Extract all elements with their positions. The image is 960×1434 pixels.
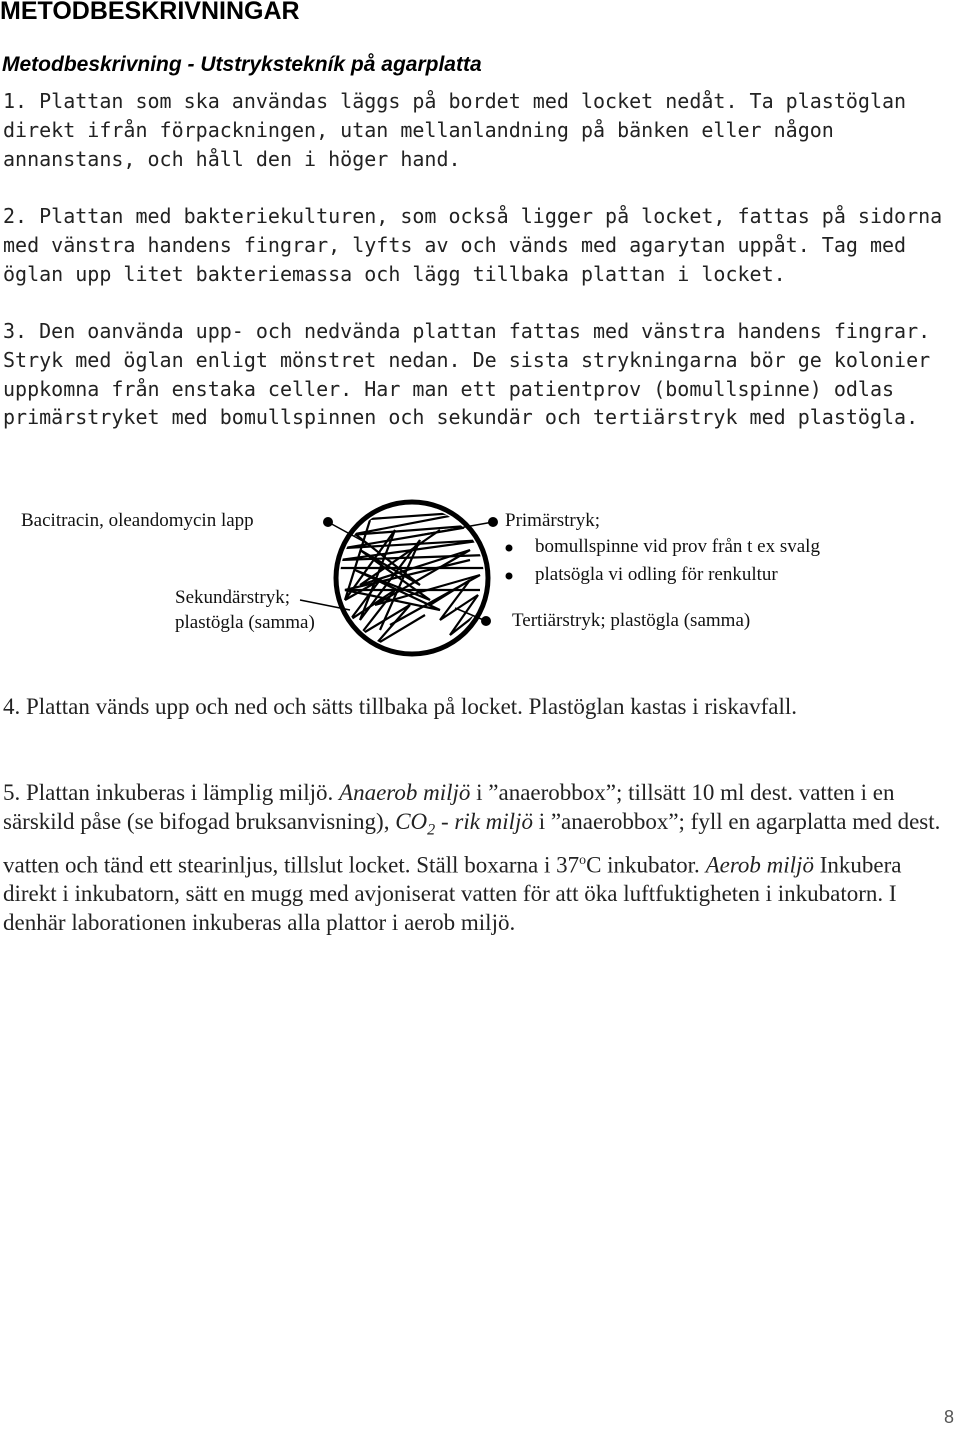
label-secondary-2: plastögla (samma) bbox=[175, 612, 315, 633]
step-5: 5. Plattan inkuberas i lämplig miljö. Anaerob miljö i ”anaerobbox”; tillsätt 10 ml dest. vatten i en särskild påse (se bifogad bruksanvisning), $CO_2$ - rik miljö i ”anaerobbox”; fyll en agarplatta med dest. vatten och tänd ett stearinljus, tillslut locket. Ställ boxarna i 37$^o$C inkubator. Aerob miljö Inkubera direkt i inkubatorn, sätt en mugg med avjoniserat vatten för att öka luftfuktigheten i inkubatorn. I denhär laborationen inkuberas alla plattor i aerob miljö. bbox=[3, 780, 941, 936]
bullet-dot bbox=[506, 573, 513, 580]
label-secondary-1: Sekundärstryk; bbox=[175, 587, 291, 608]
label-tertiary: Tertiärstryk; plastögla (samma) bbox=[512, 610, 751, 631]
streak-lines bbox=[340, 512, 488, 645]
label-bullet-1: bomullspinne vid prov från t ex svalg bbox=[535, 536, 820, 557]
step-3: 3. Den oanvända upp- och nedvända plattan fattas med vänstra handens fingrar. Stryk med öglan enligt mönstret nedan. De sista strykningarna bör ge kolonier uppkomna från enstaka celler. Har man ett patientprov (bomullspinne) odlas primärstryket med bomullspinnen och sekundär och tertiärstryk med plastögla. bbox=[3, 319, 931, 430]
bullet-dot bbox=[506, 545, 513, 552]
step-4: 4. Plattan vänds upp och ned och sätts tillbaka på locket. Plastöglan kastas i riskavfall. bbox=[3, 694, 797, 719]
streak-diagram bbox=[0, 490, 960, 670]
section-heading: Metodbeskrivning - Utstrykstekník på agarplatta bbox=[2, 53, 482, 76]
label-bullet-2: platsögla vi odling för renkultur bbox=[535, 564, 778, 585]
label-bacitracin: Bacitracin, oleandomycin lapp bbox=[21, 510, 254, 531]
page-number: 8 bbox=[943, 1407, 954, 1427]
page-heading: METODBESKRIVNINGAR bbox=[0, 0, 300, 25]
step-1: 1. Plattan som ska användas läggs på bordet med locket nedåt. Ta plastöglan direkt ifrån förpackningen, utan mellanlandning på bänken eller någon annanstans, och håll den i höger hand. bbox=[3, 89, 907, 171]
step-2: 2. Plattan med bakteriekulturen, som också ligger på locket, fattas på sidorna med vänstra handens fingrar, lyfts av och vänds med agarytan uppåt. Tag med öglan upp litet bakteriemassa och lägg tillbaka plattan i locket. bbox=[3, 204, 943, 286]
label-primary: Primärstryk; bbox=[505, 510, 600, 531]
